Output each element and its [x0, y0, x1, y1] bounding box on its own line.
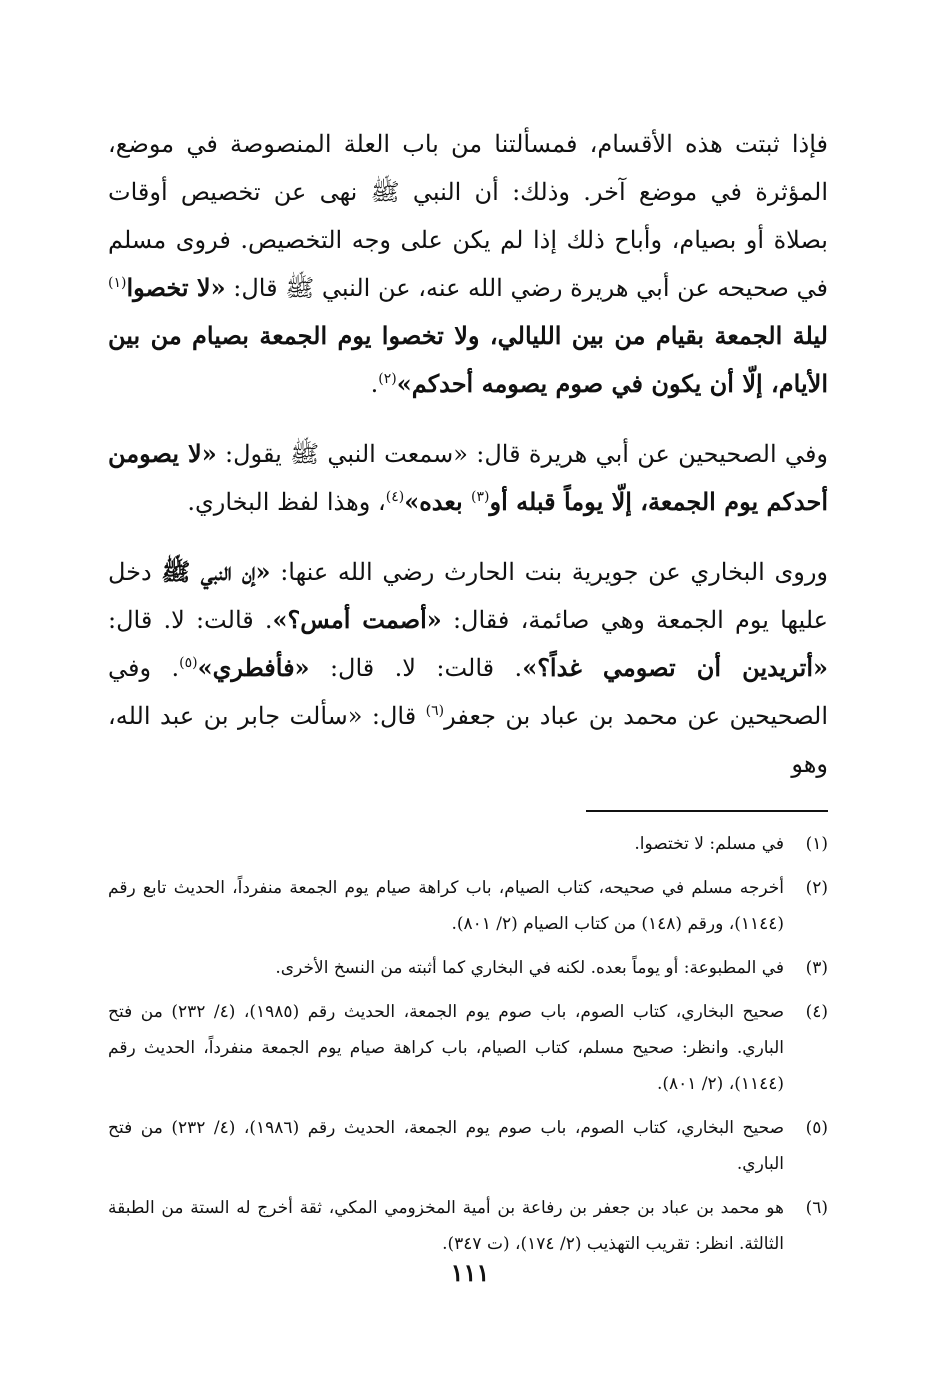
hadith-quote-3b: «أصمت أمس؟»	[272, 605, 442, 634]
footnote-number: (٦)	[805, 1198, 828, 1218]
hadith-quote-1b: ليلة الجمعة بقيام من بين الليالي، ولا تخصوا يوم الجمعة بصيام من بين الأيام، إلّا أن يكون في صوم يصومه أحدكم»	[108, 321, 828, 398]
footnote-ref-3[interactable]: (٣)	[471, 489, 490, 505]
footnote-ref-6[interactable]: (٦)	[425, 703, 445, 719]
footnote-1	[108, 826, 828, 862]
hadith-quote-3c: «أتريدين أن تصومي غداً؟»	[522, 653, 828, 682]
footnote-text: هو محمد بن عباد بن جعفر بن رفاعة بن أمية المخزومي المكي، ثقة أخرج له الستة من الطبقة الثالثة. انظر: تقريب التهذيب (٢/ ١٧٤)، (ت ٣٤٧).	[108, 1198, 784, 1254]
footnote-text: في مسلم: لا تختصوا.	[634, 834, 784, 854]
paragraph-3-text-e: . وفي الصحيحين عن محمد بن عباد بن جعفر	[108, 654, 828, 730]
footnote-2	[108, 870, 828, 942]
footnote-ref-1[interactable]: (١)	[108, 275, 127, 291]
footnote-divider	[586, 810, 828, 812]
footnote-text: صحيح البخاري، كتاب الصوم، باب صوم يوم الجمعة، الحديث رقم (١٩٨٥)، (٤/ ٢٣٢) من فتح الباري. وانظر: صحيح مسلم، كتاب الصيام، باب كراهة صيام يوم الجمعة منفرداً، الحديث رقم (١١٤٤)، (٢/ ٨٠١).	[108, 1002, 785, 1094]
page-number: ١١١	[450, 1258, 490, 1287]
paragraph-1	[108, 120, 828, 408]
paragraph-3-text-a: وروى البخاري عن جويرية بنت الحارث رضي الله عنها:	[270, 558, 829, 586]
paragraph-3-text-d: . قالت: لا. قال:	[309, 654, 523, 682]
footnote-ref-2[interactable]: (٢)	[378, 371, 397, 387]
footnote-number: (٣)	[805, 958, 828, 978]
hadith-quote-3a: «إن النبي ﷺ	[161, 557, 271, 586]
footnote-number: (٥)	[805, 1118, 828, 1138]
hadith-quote-2b: بعده»	[404, 487, 472, 516]
hadith-quote-1a: «لا تخصوا	[126, 273, 226, 302]
paragraph-3-text-c: . قالت: لا. قال:	[108, 606, 273, 634]
paragraph-2-text-b: ، وهذا لفظ البخاري.	[187, 488, 386, 516]
footnote-number: (٢)	[805, 878, 828, 898]
footnote-5	[108, 1110, 828, 1182]
hadith-quote-2a: «لا يصومن أحدكم يوم الجمعة، إلّا يوماً قبله أو	[108, 439, 828, 516]
footnotes-section	[108, 826, 828, 1262]
paragraph-3-text-f: قال: «سألت جابر بن عبد الله، وهو	[108, 702, 828, 778]
paragraph-1-text-b: .	[370, 370, 379, 398]
paragraph-1-text-a: فإذا ثبتت هذه الأقسام، فمسألتنا من باب العلة المنصوصة في موضع، المؤثرة في موضع آخر. وذلك: أن النبي ﷺ نهى عن تخصيص أوقات بصلاة أو بصيام، وأباح ذلك إذا لم يكن على وجه التخصيص. فروى مسلم في صحيحه عن أبي هريرة رضي الله عنه، عن النبي ﷺ قال:	[108, 130, 829, 302]
paragraph-2-text-a: وفي الصحيحين عن أبي هريرة قال: «سمعت النبي ﷺ يقول:	[216, 440, 828, 468]
paragraph-3	[108, 548, 828, 788]
footnote-text: أخرجه مسلم في صحيحه، كتاب الصيام، باب كراهة صيام يوم الجمعة منفرداً، الحديث تابع رقم (١١٤٤)، ورقم (١٤٨) من كتاب الصيام (٢/ ٨٠١).	[108, 878, 784, 934]
footnote-text: في المطبوعة: أو يوماً بعده. لكنه في البخاري كما أثبته من النسخ الأخرى.	[275, 958, 784, 978]
footnote-number: (١)	[805, 834, 828, 854]
footnote-ref-5[interactable]: (٥)	[179, 655, 198, 671]
hadith-quote-3d: «فأفطري»	[197, 653, 310, 682]
footnote-6	[108, 1190, 828, 1262]
footnote-3	[108, 950, 828, 986]
footnote-number: (٤)	[805, 1002, 828, 1022]
footnote-text: صحيح البخاري، كتاب الصوم، باب صوم يوم الجمعة، الحديث رقم (١٩٨٦)، (٤/ ٢٣٢) من فتح الباري.	[108, 1118, 785, 1174]
footnote-4	[108, 994, 828, 1102]
footnote-ref-4[interactable]: (٤)	[385, 489, 405, 505]
paragraph-2	[108, 430, 828, 526]
paragraph-3-text-b: دخل عليها يوم الجمعة وهي صائمة، فقال:	[108, 558, 828, 634]
